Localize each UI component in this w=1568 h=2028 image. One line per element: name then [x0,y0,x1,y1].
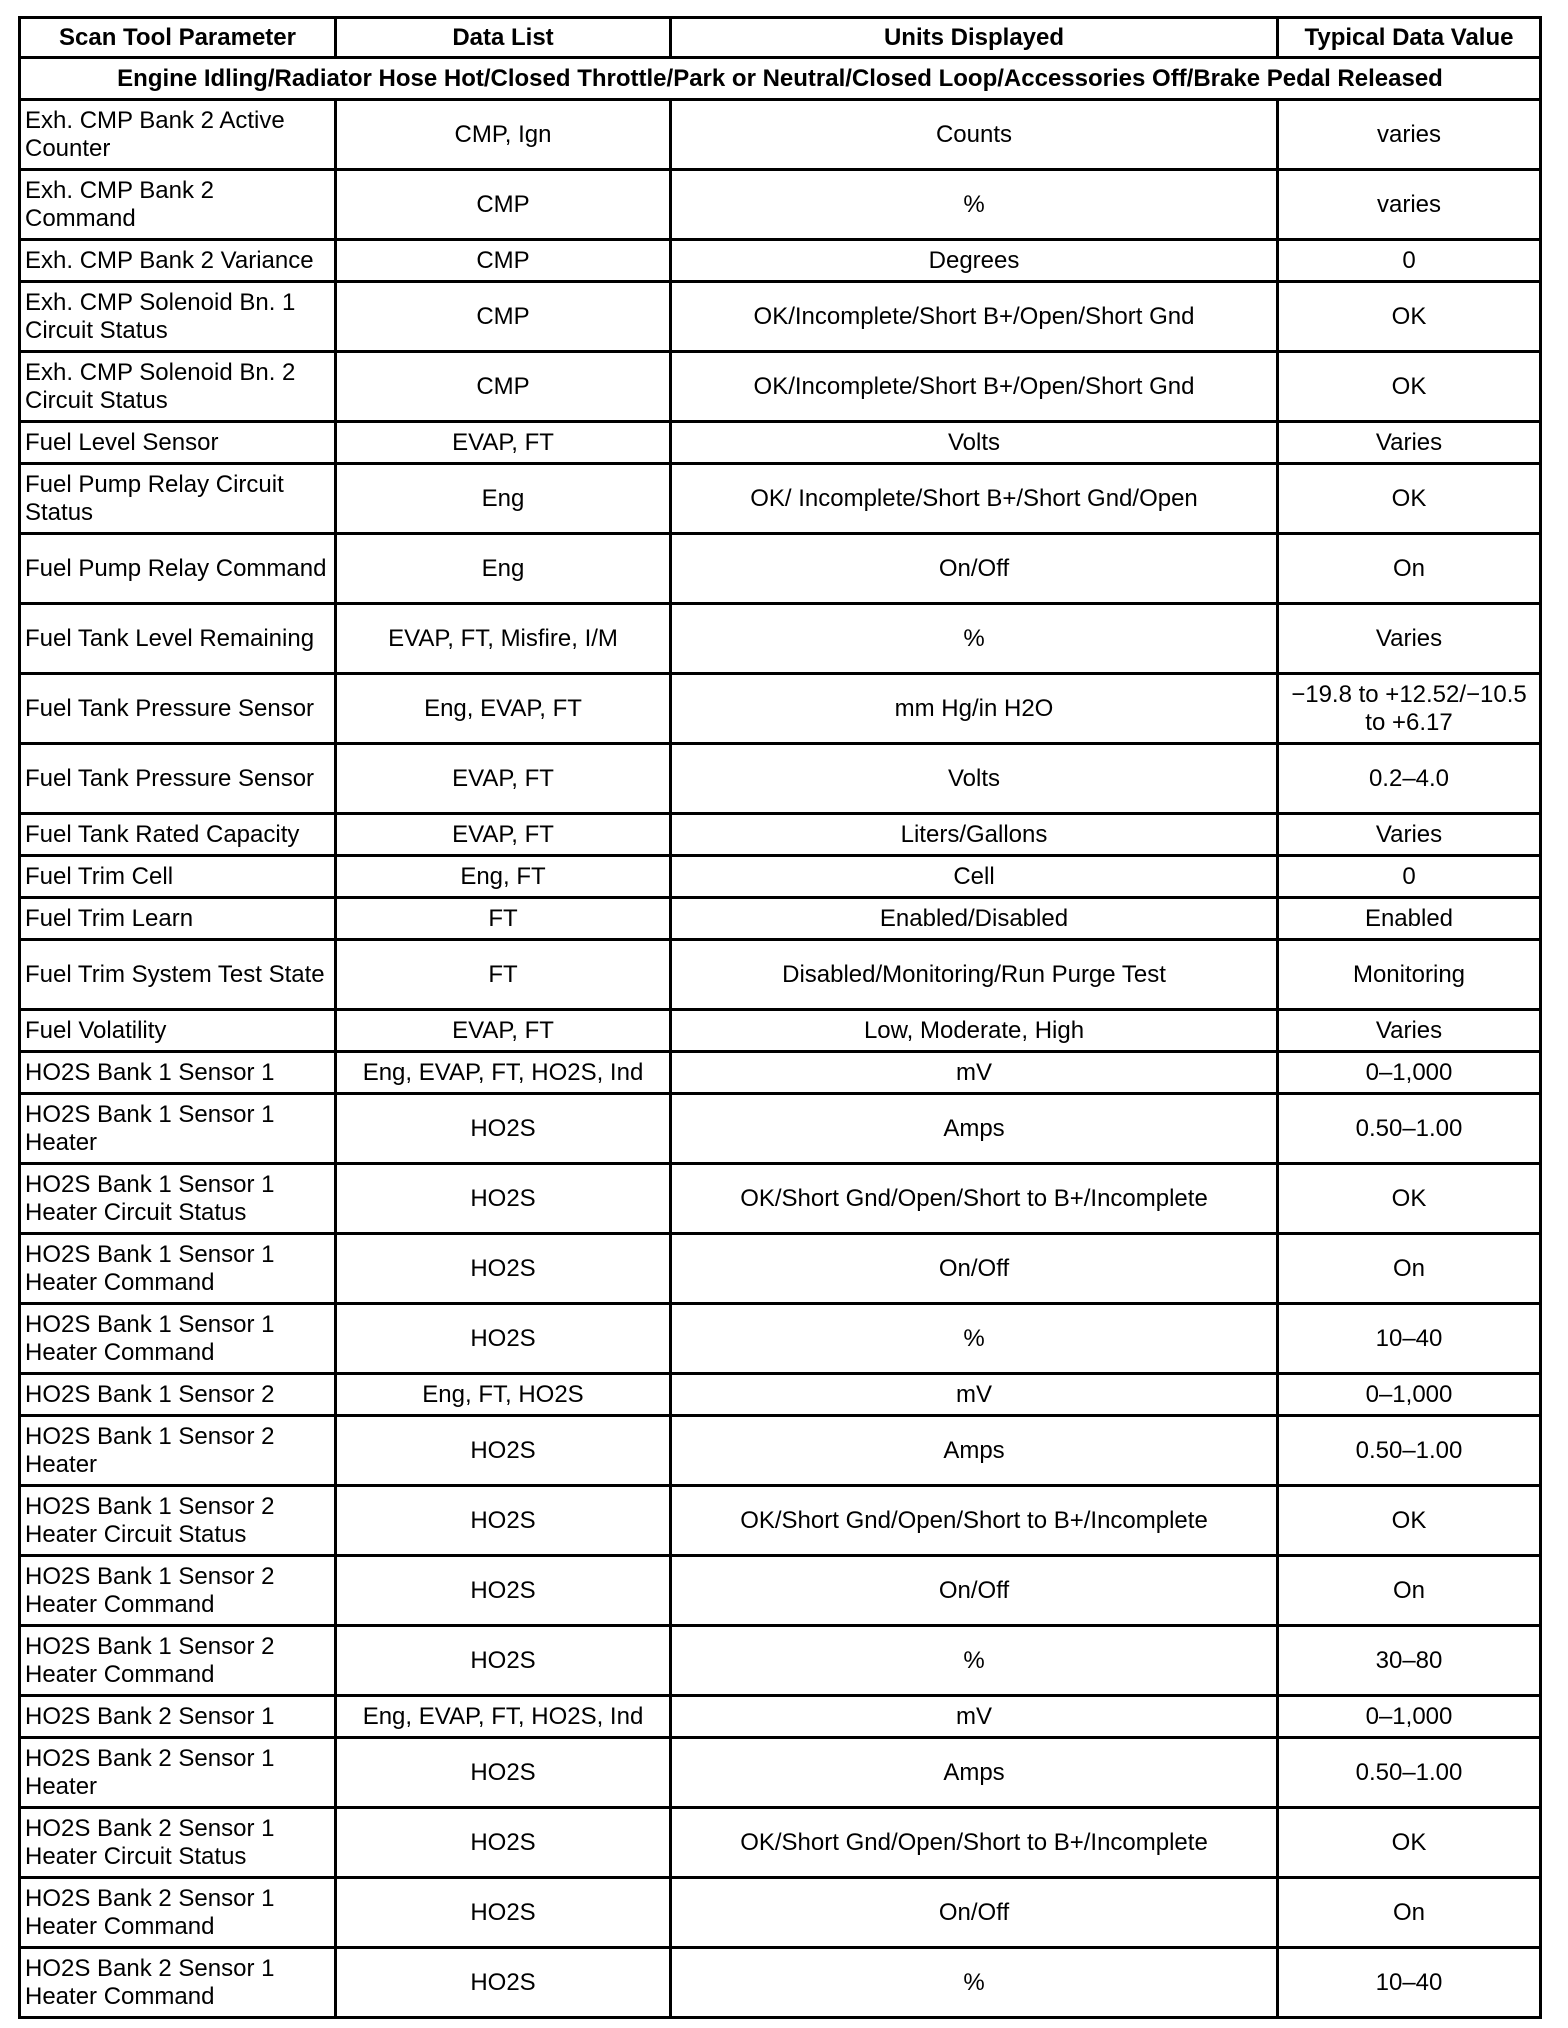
typical-value-cell: 0.50–1.00 [1278,1094,1541,1164]
typical-value-cell: 0 [1278,240,1541,282]
table-row [20,240,1541,282]
header-units-displayed: Units Displayed [671,18,1278,58]
table-row [20,464,1541,534]
param-cell: Exh. CMP Solenoid Bn. 1 Circuit Status [20,282,336,352]
table-row [20,1948,1541,2018]
data-list-cell: EVAP, FT, Misfire, I/M [336,604,671,674]
param-cell: Fuel Tank Pressure Sensor [20,744,336,814]
table-row [20,1304,1541,1374]
typical-value-cell: Varies [1278,422,1541,464]
param-cell: Fuel Trim Cell [20,856,336,898]
table-row [20,1556,1541,1626]
units-cell: mV [671,1696,1278,1738]
data-list-cell: HO2S [336,1164,671,1234]
units-cell: OK/ Incomplete/Short B+/Short Gnd/Open [671,464,1278,534]
table-row [20,1094,1541,1164]
typical-value-cell: varies [1278,170,1541,240]
param-cell: HO2S Bank 1 Sensor 1 Heater Command [20,1304,336,1374]
param-cell: HO2S Bank 2 Sensor 1 Heater Command [20,1878,336,1948]
table-row [20,534,1541,604]
header-typical-data-value: Typical Data Value [1278,18,1541,58]
param-cell: HO2S Bank 1 Sensor 1 [20,1052,336,1094]
typical-value-cell: Varies [1278,604,1541,674]
units-cell: On/Off [671,1556,1278,1626]
typical-value-cell: OK [1278,1164,1541,1234]
param-cell: HO2S Bank 2 Sensor 1 Heater Command [20,1948,336,2018]
data-list-cell: Eng [336,464,671,534]
units-cell: On/Off [671,534,1278,604]
param-cell: Exh. CMP Bank 2 Variance [20,240,336,282]
param-cell: HO2S Bank 1 Sensor 1 Heater [20,1094,336,1164]
typical-value-cell: 10–40 [1278,1948,1541,2018]
units-cell: % [671,1626,1278,1696]
typical-value-cell: 0–1,000 [1278,1374,1541,1416]
units-cell: Low, Moderate, High [671,1010,1278,1052]
units-cell: % [671,604,1278,674]
data-list-cell: Eng, FT [336,856,671,898]
units-cell: OK/Incomplete/Short B+/Open/Short Gnd [671,352,1278,422]
typical-value-cell: Monitoring [1278,940,1541,1010]
units-cell: % [671,170,1278,240]
data-list-cell: Eng, FT, HO2S [336,1374,671,1416]
data-list-cell: HO2S [336,1948,671,2018]
typical-value-cell: 0–1,000 [1278,1052,1541,1094]
table-row [20,1878,1541,1948]
param-cell: Fuel Pump Relay Circuit Status [20,464,336,534]
table-header [20,18,1541,58]
units-cell: mV [671,1052,1278,1094]
typical-value-cell: OK [1278,352,1541,422]
typical-value-cell: 10–40 [1278,1304,1541,1374]
param-cell: Fuel Tank Level Remaining [20,604,336,674]
data-list-cell: HO2S [336,1234,671,1304]
typical-value-cell: On [1278,1556,1541,1626]
param-cell: Fuel Volatility [20,1010,336,1052]
units-cell: Volts [671,422,1278,464]
param-cell: HO2S Bank 1 Sensor 2 [20,1374,336,1416]
param-cell: HO2S Bank 1 Sensor 1 Heater Circuit Status [20,1164,336,1234]
table-row [20,1052,1541,1094]
typical-value-cell: 0–1,000 [1278,1696,1541,1738]
table-row [20,1010,1541,1052]
param-cell: Fuel Trim Learn [20,898,336,940]
data-list-cell: Eng [336,534,671,604]
table-row [20,674,1541,744]
typical-value-cell: 0.2–4.0 [1278,744,1541,814]
table-row [20,352,1541,422]
param-cell: Fuel Tank Pressure Sensor [20,674,336,744]
param-cell: HO2S Bank 1 Sensor 2 Heater Circuit Status [20,1486,336,1556]
units-cell: Cell [671,856,1278,898]
units-cell: On/Off [671,1234,1278,1304]
param-cell: HO2S Bank 2 Sensor 1 [20,1696,336,1738]
units-cell: Enabled/Disabled [671,898,1278,940]
param-cell: HO2S Bank 1 Sensor 1 Heater Command [20,1234,336,1304]
typical-value-cell: 30–80 [1278,1626,1541,1696]
table-row [20,1626,1541,1696]
header-scan-tool-parameter: Scan Tool Parameter [20,18,336,58]
table-row [20,1234,1541,1304]
units-cell: On/Off [671,1878,1278,1948]
param-cell: Fuel Tank Rated Capacity [20,814,336,856]
data-list-cell: CMP [336,240,671,282]
data-list-cell: Eng, EVAP, FT [336,674,671,744]
param-cell: Fuel Trim System Test State [20,940,336,1010]
data-list-cell: HO2S [336,1556,671,1626]
typical-value-cell: −19.8 to +12.52/−10.5 to +6.17 [1278,674,1541,744]
header-row [20,18,1541,58]
param-cell: HO2S Bank 1 Sensor 2 Heater Command [20,1556,336,1626]
table-row [20,1416,1541,1486]
table-row [20,856,1541,898]
typical-value-cell: Enabled [1278,898,1541,940]
units-cell: mm Hg/in H2O [671,674,1278,744]
data-list-cell: HO2S [336,1304,671,1374]
scan-tool-data-table [18,16,1542,2019]
data-list-cell: CMP [336,352,671,422]
param-cell: HO2S Bank 1 Sensor 2 Heater [20,1416,336,1486]
table-row [20,100,1541,170]
data-list-cell: CMP, Ign [336,100,671,170]
data-list-cell: HO2S [336,1094,671,1164]
data-list-cell: EVAP, FT [336,814,671,856]
table-row [20,282,1541,352]
typical-value-cell: On [1278,1878,1541,1948]
param-cell: Exh. CMP Bank 2 Active Counter [20,100,336,170]
units-cell: Volts [671,744,1278,814]
typical-value-cell: On [1278,1234,1541,1304]
typical-value-cell: OK [1278,464,1541,534]
param-cell: HO2S Bank 1 Sensor 2 Heater Command [20,1626,336,1696]
units-cell: % [671,1304,1278,1374]
data-list-cell: HO2S [336,1878,671,1948]
data-list-cell: HO2S [336,1738,671,1808]
units-cell: Disabled/Monitoring/Run Purge Test [671,940,1278,1010]
units-cell: OK/Short Gnd/Open/Short to B+/Incomplete [671,1164,1278,1234]
typical-value-cell: Varies [1278,814,1541,856]
units-cell: mV [671,1374,1278,1416]
data-list-cell: Eng, EVAP, FT, HO2S, Ind [336,1052,671,1094]
data-list-cell: EVAP, FT [336,1010,671,1052]
data-list-cell: HO2S [336,1486,671,1556]
table-row [20,1486,1541,1556]
typical-value-cell: Varies [1278,1010,1541,1052]
units-cell: OK/Short Gnd/Open/Short to B+/Incomplete [671,1808,1278,1878]
header-data-list: Data List [336,18,671,58]
table-row [20,1738,1541,1808]
units-cell: Amps [671,1738,1278,1808]
table-row [20,940,1541,1010]
param-cell: HO2S Bank 2 Sensor 1 Heater Circuit Status [20,1808,336,1878]
units-cell: Counts [671,100,1278,170]
data-list-cell: EVAP, FT [336,422,671,464]
table-row [20,604,1541,674]
table-row [20,898,1541,940]
units-cell: Liters/Gallons [671,814,1278,856]
table-row [20,1808,1541,1878]
typical-value-cell: varies [1278,100,1541,170]
table-row [20,1696,1541,1738]
data-list-cell: CMP [336,282,671,352]
typical-value-cell: OK [1278,1808,1541,1878]
units-cell: Amps [671,1416,1278,1486]
table-row [20,1374,1541,1416]
data-list-cell: HO2S [336,1808,671,1878]
units-cell: Amps [671,1094,1278,1164]
typical-value-cell: OK [1278,1486,1541,1556]
data-list-cell: HO2S [336,1416,671,1486]
table-row [20,814,1541,856]
typical-value-cell: 0.50–1.00 [1278,1416,1541,1486]
typical-value-cell: On [1278,534,1541,604]
units-cell: % [671,1948,1278,2018]
data-list-cell: EVAP, FT [336,744,671,814]
data-list-cell: CMP [336,170,671,240]
typical-value-cell: 0.50–1.00 [1278,1738,1541,1808]
data-list-cell: FT [336,940,671,1010]
units-cell: OK/Short Gnd/Open/Short to B+/Incomplete [671,1486,1278,1556]
param-cell: Exh. CMP Solenoid Bn. 2 Circuit Status [20,352,336,422]
operating-condition: Engine Idling/Radiator Hose Hot/Closed Throttle/Park or Neutral/Closed Loop/Accessories Off/Brake Pedal Released [20,58,1541,100]
units-cell: OK/Incomplete/Short B+/Open/Short Gnd [671,282,1278,352]
units-cell: Degrees [671,240,1278,282]
table-body [20,58,1541,2018]
table-row [20,744,1541,814]
param-cell: Fuel Pump Relay Command [20,534,336,604]
data-list-cell: HO2S [336,1626,671,1696]
condition-row [20,58,1541,100]
typical-value-cell: 0 [1278,856,1541,898]
table-row [20,422,1541,464]
param-cell: Fuel Level Sensor [20,422,336,464]
param-cell: Exh. CMP Bank 2 Command [20,170,336,240]
param-cell: HO2S Bank 2 Sensor 1 Heater [20,1738,336,1808]
data-list-cell: FT [336,898,671,940]
table-row [20,1164,1541,1234]
typical-value-cell: OK [1278,282,1541,352]
table-row [20,170,1541,240]
data-list-cell: Eng, EVAP, FT, HO2S, Ind [336,1696,671,1738]
